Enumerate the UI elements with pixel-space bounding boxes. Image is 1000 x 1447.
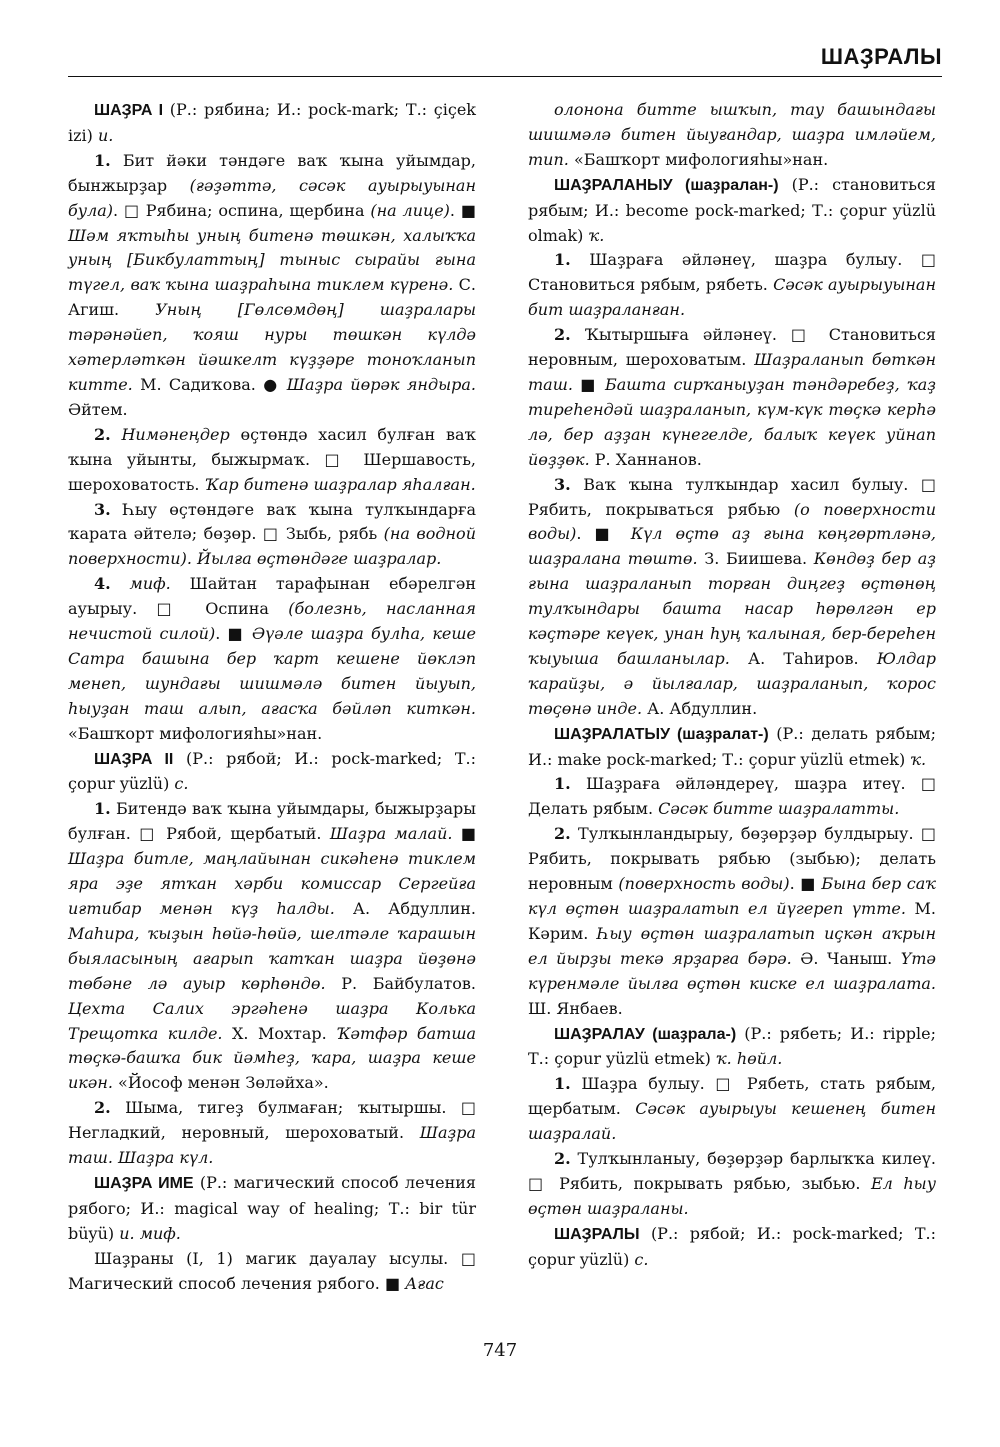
italic-text: Сәсәк ауырыуы кешенең битен шаҙралай.: [528, 1099, 936, 1144]
italic-text: Ҡар битенә шаҙралар яһалған.: [204, 474, 476, 494]
entry-text: М. Садиҡова. ●: [132, 374, 287, 394]
dictionary-paragraph: [68, 1247, 476, 1297]
entry-text: . ■: [215, 624, 252, 644]
entry-text: [111, 425, 122, 444]
entry-text: [111, 574, 130, 593]
entry-text: . ■: [449, 200, 476, 220]
sense-number: 1.: [554, 250, 571, 270]
dictionary-paragraph: [68, 797, 476, 1096]
dictionary-paragraph: [528, 1222, 936, 1273]
entry-text: Тулҡынланыу, бөҙөрҙәр барлыҡҡа килеү. □ Рябить, покрывать рябью, зыбью.: [528, 1149, 936, 1193]
italic-text: Шәм яҡтыһы уның битенә төшкән, халыҡҡа уның [Бикбулаттың] тыныс сырайы ғына түгел, ваҡ ҡына шаҙраһына тиклем күренә.: [68, 225, 476, 295]
entry-text: Шаҙра булыу. □ Рябеть, стать рябым, щербатым.: [528, 1074, 936, 1119]
sense-number: 2.: [94, 1098, 111, 1118]
headword: ШАҘРА I: [94, 102, 164, 119]
entry-text: Шайтан тарафынан ебәрелгән ауырыу. □ Оспина: [68, 574, 477, 619]
entry-text: Шаҙраға әйләндереү, шаҙра итеү. □ Делать рябым.: [528, 774, 936, 819]
header-rule: [68, 76, 942, 77]
entry-text: . □ Рябина; оспина, щербина: [113, 200, 371, 220]
entry-text: А. Абдуллин.: [642, 698, 758, 718]
entry-text: (Р.: рябой; И.: pock-marked; Т.: çopur yüzlü): [528, 1223, 936, 1269]
italic-text: Шаҙра йөрәк яндыра.: [286, 374, 476, 394]
entry-text: М. Кәрим.: [528, 899, 937, 943]
entry-text: Ш. Янбаев.: [528, 998, 623, 1018]
italic-text: Һыу өҫтөн шаҙралатып иҫкән аҡрын ел йырҙы текә ярҙарға бәрә.: [528, 923, 937, 968]
entry-text: Шаҙраны (I, 1) магик дауалау ысулы. □ Магический способ лечения рябого. ■: [68, 1248, 476, 1293]
entry-text: (Р.: делать рябым; И.: make pock-marked; Т.: çopur yüzlü etmek): [528, 723, 937, 769]
italic-text: Маһира, ҡыҙын һөйә-һөйә, шелтәле ҡарашын быяласының ағарып ҡатҡан шаҙра йөҙөнә төбәне лә ауыр көрһөндө.: [68, 923, 476, 993]
entry-text: Ә. Чаныш.: [791, 948, 901, 968]
italic-text: Башта сирҡаныуҙан тәндәребеҙ, ҡаҙ тиреһендәй шаҙраланып, күм-күк төҫкә керһә лә, бер аҙҙан күнегелде, балыҡ кеүек уйнап йөҙҙөк.: [528, 374, 936, 469]
italic-text: Күл өҫтө аҙ ғына көңгөртләнә, шаҙралана төштө.: [528, 524, 936, 569]
entry-text: (Р.: становиться рябым; И.: become pock-marked; Т.: çopur yüzlü olmak): [528, 174, 936, 245]
entry-text: Р. Байбулатов.: [325, 973, 477, 993]
dictionary-paragraph: [528, 473, 936, 722]
entry-text: Һыу өҫтөндәге ваҡ ҡына тулҡындарға ҡарата әйтелә; бөҙөр. □ Зыбь, рябь: [68, 499, 476, 544]
italic-text: Ағас: [405, 1273, 444, 1293]
italic-text: с.: [634, 1249, 649, 1269]
dictionary-paragraph: [68, 149, 476, 423]
left-column: [68, 98, 476, 1297]
italic-text: Цехта Салих эргәһенә шаҙра Колька Трещотка килде.: [68, 998, 476, 1043]
dictionary-paragraph: [528, 323, 936, 472]
entry-text: (Р.: магический способ лечения рябого; И.: magical way of healing; Т.: bir tür büyü): [68, 1172, 477, 1243]
headword: ШАҘРА ИМЕ: [94, 1174, 194, 1192]
italic-text: Уның [Гөлсөмдөң] шаҙралары тәрәнәйеп, ҡояш нуры төшкән күлдә хәтерләткән йәшкелт күҙҙәре тоноҡланып китте.: [68, 300, 476, 394]
headword: ШАҘРА II: [94, 750, 174, 768]
dictionary-paragraph: [68, 98, 476, 149]
italic-text: Шаҙраланып бөткән таш.: [528, 350, 937, 394]
italic-text: с.: [174, 774, 189, 794]
entry-text: ■: [452, 824, 476, 844]
headword: ШАҘРАЛЫ: [554, 1225, 640, 1243]
entry-text: (Р.: рябина; И.: pock-mark; Т.: çiçek izi): [68, 100, 476, 145]
italic-text: миф.: [129, 574, 171, 594]
headword: ШАҘРАЛАНЫУ (шаҙралан-): [554, 176, 779, 194]
entry-text: А. Абдуллин.: [334, 899, 476, 918]
entry-text: (Р.: рябеть; И.: ripple; Т.: çopur yüzlü etmek): [528, 1023, 937, 1069]
dictionary-paragraph: [68, 498, 476, 573]
italic-text: ҡ. һөйл.: [715, 1049, 783, 1069]
headword: ШАҘРАЛАУ (шаҙрала-): [554, 1025, 737, 1043]
sense-number: 1.: [554, 1074, 571, 1094]
page-number: 747: [482, 1340, 518, 1361]
italic-text: и. миф.: [119, 1223, 181, 1243]
entry-text: Тулҡынландырыу, бөҙөрҙәр булдырыу. □ Рябить, покрывать рябью (зыбью); делать неровным: [528, 824, 936, 894]
dictionary-paragraph: [528, 1147, 936, 1222]
dictionary-paragraph: [528, 1022, 936, 1073]
dictionary-paragraph: [68, 747, 476, 798]
dictionary-paragraph: [68, 423, 476, 498]
sense-number: 2.: [554, 1149, 571, 1169]
italic-text: Бына бер саҡ күл өҫтөн шаҙралатып ел йүгереп үтте.: [528, 874, 937, 918]
italic-text: Шаҙра битле, маңлайынан сикәһенә тиклем яра эҙе ятҡан хәрби комиссар Сергейға иғтибар менән күҙ һалды.: [68, 849, 476, 918]
italic-text: Ел һыу өҫтөн шаҙраланы.: [528, 1173, 936, 1218]
italic-text: олонона битте ышҡып, тау башындағы шишмәлә битен йыуғандар, шаҙра имләйем, тип.: [528, 100, 936, 169]
right-column: [528, 98, 936, 1273]
entry-text: Шыма, тигеҙ булмаған; ҡытыршы. □ Негладкий, неровный, шероховатый.: [68, 1098, 476, 1143]
italic-text: (о поверхности воды): [528, 499, 936, 544]
sense-number: 1.: [94, 150, 111, 170]
italic-text: Юлдар ҡарайҙы, ә йылғалар, шаҙраланып, ҡорос төҫөнә инде.: [528, 648, 937, 718]
dictionary-paragraph: [528, 98, 936, 173]
italic-text: и.: [98, 125, 114, 145]
entry-text: Ҡытыршыға әйләнеү. □ Становиться неровным, шероховатым.: [528, 325, 936, 370]
sense-number: 3.: [94, 499, 111, 519]
sense-number: 3.: [554, 474, 571, 494]
sense-number: 1.: [94, 799, 111, 819]
italic-text: (на лице): [370, 200, 450, 220]
italic-text: (на водной поверхности). Йылға өҫтөндәге шаҙралар.: [68, 524, 476, 569]
italic-text: (поверхность воды): [618, 874, 790, 894]
sense-number: 2.: [554, 325, 571, 345]
dictionary-paragraph: [68, 1171, 476, 1247]
dictionary-paragraph: [528, 1072, 936, 1147]
entry-text: Битендә ваҡ ҡына уйымдары, быжырҙары булған. □ Рябой, щербатый.: [68, 799, 476, 844]
dictionary-paragraph: [528, 248, 936, 323]
italic-text: Шаҙра малай.: [329, 824, 453, 844]
italic-text: ҡ.: [910, 749, 927, 769]
headword: ШАҘРАЛАТЫУ (шаҙралат-): [554, 725, 769, 743]
running-header: ШАҘРАЛЫ: [820, 44, 942, 69]
entry-text: Бит йәки тәндәге ваҡ ҡына уйымдар, бынжырҙар: [68, 150, 476, 195]
entry-text: С. Агиш.: [68, 275, 476, 320]
entry-text: Х. Мохтар.: [222, 1023, 337, 1043]
entry-text: З. Биишева.: [697, 549, 814, 569]
entry-text: «Башҡорт мифологияһы»нан.: [568, 149, 829, 169]
dictionary-paragraph: [528, 822, 936, 1021]
dictionary-paragraph: [68, 572, 476, 746]
italic-text: Шаҙра таш. Шаҙра күл.: [68, 1123, 476, 1168]
italic-text: Әүәле шаҙра булһа, кеше Сатра башына бер ҡарт кешене йөклэп менеп, шундағы шишмәлә битен йыуып, һыуҙан таш алып, ағасҡа бәйләп киткән.: [68, 624, 476, 718]
italic-text: ҡ.: [588, 225, 605, 245]
entry-text: . ■: [789, 874, 822, 894]
sense-number: 2.: [554, 824, 571, 844]
italic-text: Нимәнеңдер: [121, 424, 230, 444]
entry-text: (Р.: рябой; И.: pock-marked; Т.: çopur yüzlü): [68, 748, 477, 794]
italic-text: (ғәҙәттә, сәсәк ауырыуынан була): [68, 175, 476, 220]
entry-text: «Йософ менән Зөләйха».: [112, 1073, 329, 1093]
entry-text: Р. Ханнанов.: [589, 449, 702, 469]
entry-text: Ваҡ ҡына тулҡындар хасил булыу. □ Рябить, покрываться рябью: [528, 474, 936, 519]
italic-text: Сәсәк битте шаҙралатты.: [658, 799, 900, 819]
italic-text: Көндөҙ бер аҙ ғына шаҙраланып торған диңгеҙ өҫтөнөң тулҡындары башта насар һөрөлгән ер кәҫтәре кеүек, унан һуң ҡалыная, бер-береһен ҡыуыша башланылар.: [528, 549, 936, 668]
entry-text: Әйтем.: [68, 399, 128, 419]
entry-text: Шаҙраға әйләнеү, шаҙра булыу. □ Становиться рябым, рябеть.: [528, 250, 936, 295]
dictionary-paragraph: [68, 1096, 476, 1171]
entry-text: «Башҡорт мифологияһы»нан.: [68, 723, 323, 743]
sense-number: 4.: [94, 574, 111, 594]
dictionary-paragraph: [528, 173, 936, 249]
dictionary-paragraph: [528, 722, 936, 773]
sense-number: 1.: [554, 774, 571, 794]
entry-text: ■: [572, 374, 605, 394]
italic-text: Сәсәк ауырыуынан бит шаҙраланған.: [528, 275, 937, 320]
italic-text: (болезнь, насланная нечистой силой): [68, 599, 477, 644]
dictionary-paragraph: [528, 772, 936, 822]
entry-text: А. Таһиров.: [729, 648, 877, 668]
italic-text: Ҡәтфәр батша төҫкә-башҡа бик йәмһеҙ, ҡара, шаҙра кеше икән.: [68, 1023, 477, 1093]
italic-text: Үтә күренмәле йылға өҫтөн киске ел шаҙралата.: [528, 948, 936, 993]
entry-text: өҫтөндә хасил булған ваҡ ҡына уйынты, быжырмаҡ. □ Шершавость, шероховатость.: [68, 424, 476, 494]
sense-number: 2.: [94, 424, 111, 444]
entry-text: . ■: [576, 524, 631, 544]
